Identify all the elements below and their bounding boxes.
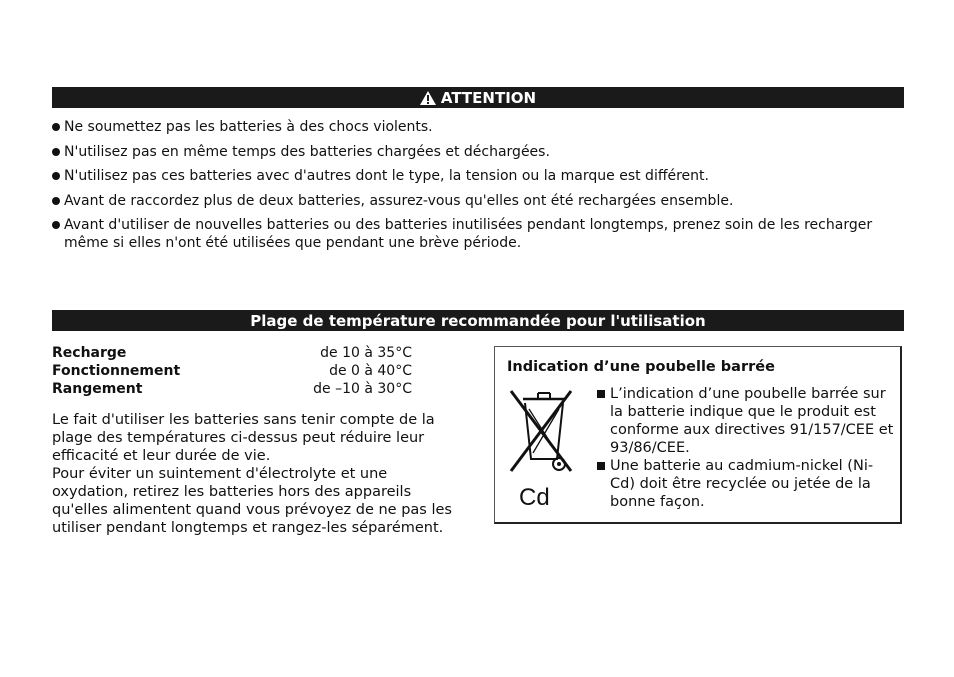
bullet-icon	[52, 148, 60, 156]
attention-list	[52, 118, 904, 259]
bin-box-title: Indication d’une poubelle barrée	[507, 359, 775, 375]
bin-info-box	[494, 346, 902, 524]
list-item: L’indication d’une poubelle barrée sur la batterie indique que le produit est conforme aux directives 91/157/CEE et 93/86/CEE.	[597, 385, 897, 457]
square-bullet-icon	[597, 462, 605, 470]
list-item: N'utilisez pas ces batteries avec d'autres dont le type, la tension ou la marque est différent.	[52, 167, 904, 185]
temperature-table	[52, 344, 412, 398]
bullet-icon	[52, 221, 60, 229]
square-bullet-icon	[597, 390, 605, 398]
crossed-out-wheelie-bin-icon	[505, 387, 577, 511]
list-item: Avant d'utiliser de nouvelles batteries ou des batteries inutilisées pendant longtemps, prenez soin de les recharger même si elles n'ont été utilisées que pendant une brève période.	[52, 216, 904, 252]
temperature-paragraph-1: Le fait d'utiliser les batteries sans tenir compte de la plage des températures ci-dessus peut réduire leur efficacité et leur durée de vie.	[52, 412, 435, 464]
temperature-paragraph-2: Pour éviter un suintement d'électrolyte et une oxydation, retirez les batteries hors des appareils qu'elles alimentent quand vous prévoyez de ne pas les utiliser pendant longtemps et rangez-les séparément.	[52, 466, 452, 536]
temperature-header	[52, 310, 904, 331]
temperature-row: Rangement de –10 à 30°C	[52, 381, 412, 397]
temperature-row: Fonctionnement de 0 à 40°C	[52, 363, 412, 379]
temperature-notes	[52, 411, 462, 537]
bullet-icon	[52, 197, 60, 205]
temperature-row: Recharge de 10 à 35°C	[52, 345, 412, 361]
cd-symbol-text: Cd	[519, 484, 550, 511]
attention-header	[52, 87, 904, 108]
list-item: N'utilisez pas en même temps des batteries chargées et déchargées.	[52, 143, 904, 161]
attention-title: ATTENTION	[440, 88, 537, 107]
list-item: Avant de raccordez plus de deux batteries, assurez-vous qu'elles ont été rechargées ensemble.	[52, 192, 904, 210]
bin-info-list	[597, 385, 897, 511]
warning-triangle-icon	[420, 91, 436, 105]
bullet-icon	[52, 172, 60, 180]
bullet-icon	[52, 123, 60, 131]
list-item: Une batterie au cadmium-nickel (Ni-Cd) doit être recyclée ou jetée de la bonne façon.	[597, 457, 897, 511]
temperature-title: Plage de température recommandée pour l'utilisation	[250, 311, 706, 330]
list-item: Ne soumettez pas les batteries à des chocs violents.	[52, 118, 904, 136]
